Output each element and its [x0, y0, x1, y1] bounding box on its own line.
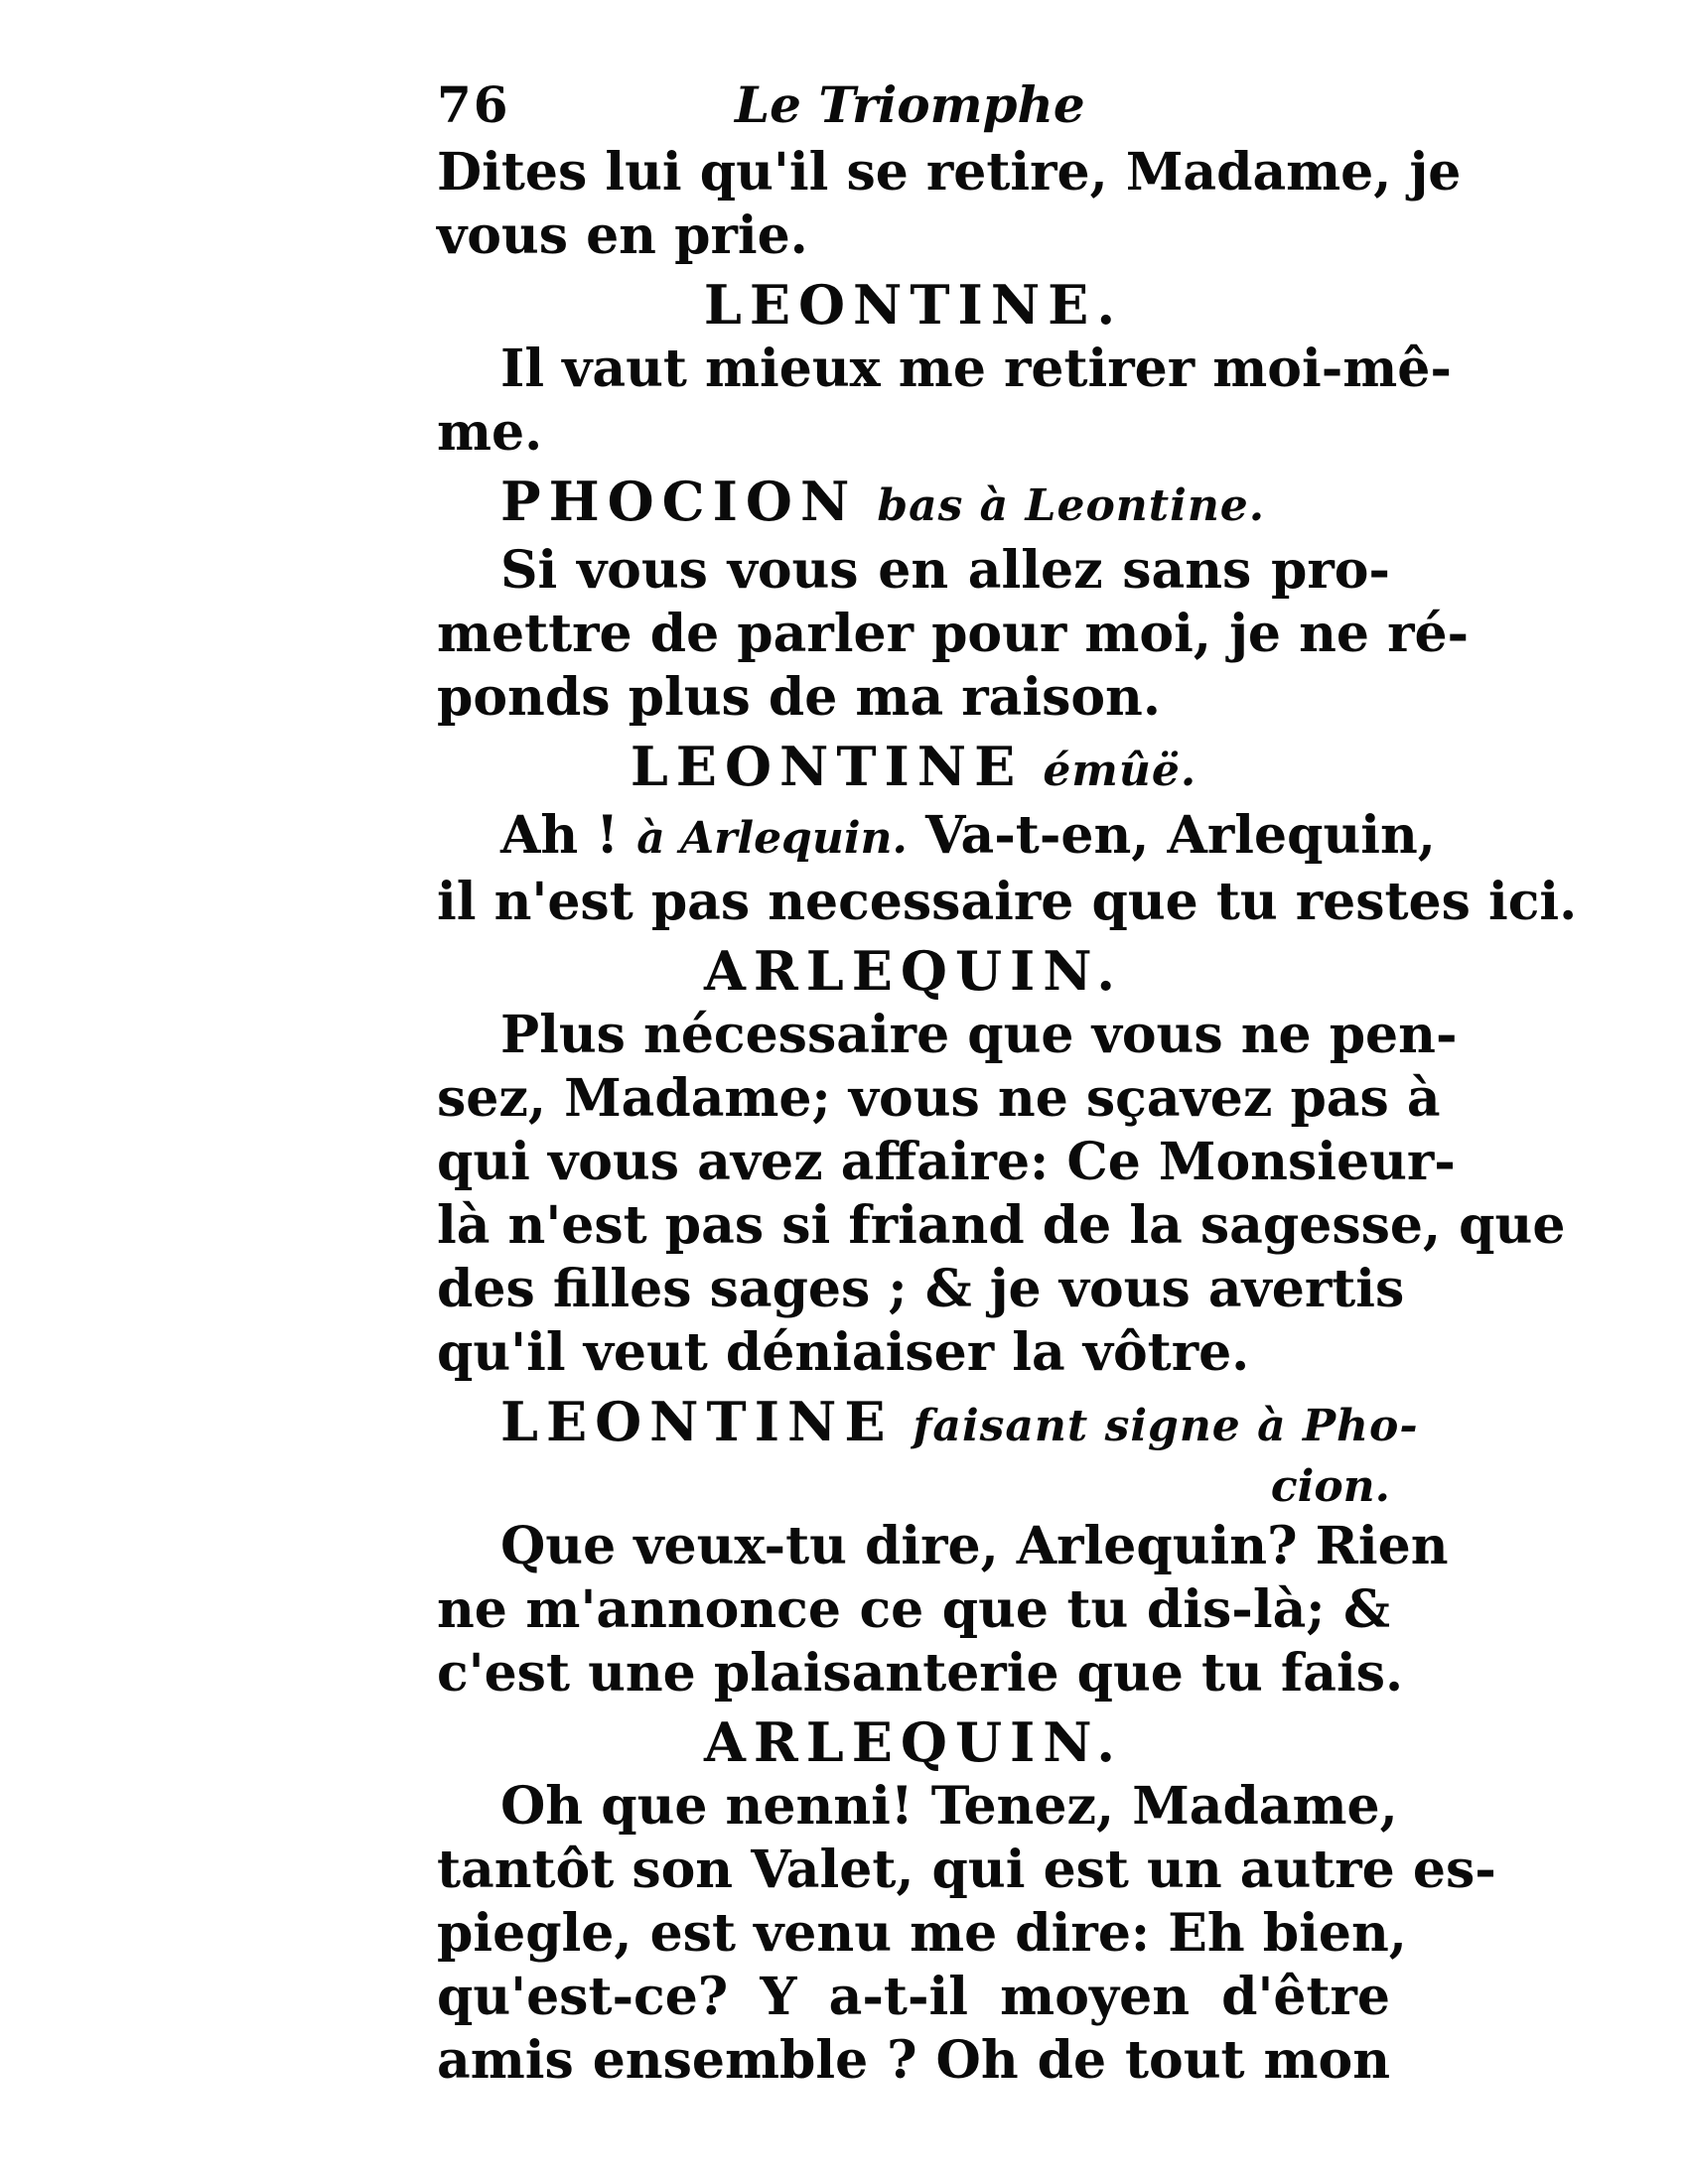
speech-continuation — [437, 141, 1462, 268]
speaker-heading — [437, 734, 1390, 804]
stage-direction: faisant signe à Pho- — [913, 1401, 1419, 1451]
speaker-heading — [437, 1389, 1419, 1459]
speaker-name: LEONTINE — [500, 1390, 894, 1453]
text-line: c'est une plaisanterie que tu fais. — [437, 1643, 1404, 1704]
speaker-heading — [437, 1709, 1390, 1775]
text-fragment: Va-t-en, Arlequin, — [924, 805, 1436, 866]
speaker-heading — [437, 469, 1390, 539]
text-line: Dites lui qu'il se retire, Madame, je — [437, 142, 1462, 203]
text-line — [437, 804, 1436, 871]
text-line: Il vaut mieux me retirer moi-mê- — [500, 339, 1452, 399]
text-line: Que veux-tu dire, Arlequin? Rien — [500, 1516, 1449, 1576]
text-line: tantôt son Valet, qui est un autre es- — [437, 1840, 1496, 1900]
page-number: 76 — [437, 75, 510, 134]
text-line: il n'est pas necessaire que tu restes ici. — [437, 872, 1578, 932]
text-line: amis ensemble ? Oh de tout mon — [437, 2030, 1390, 2091]
book-page — [437, 69, 1578, 2134]
speaker-name: LEONTINE. — [703, 273, 1124, 337]
stage-direction: émûë. — [1043, 746, 1197, 796]
speech — [437, 804, 1578, 934]
speaker-name: LEONTINE — [630, 735, 1024, 798]
page-header — [437, 69, 1390, 141]
text-line: qu'est-ce? Y a-t-il moyen d'être — [437, 1967, 1390, 2027]
speech — [437, 539, 1470, 730]
stage-direction-continuation: cion. — [1270, 1461, 1390, 1512]
speech — [437, 1004, 1566, 1385]
inline-stage-direction: à Arlequin. — [636, 813, 908, 864]
speech — [437, 338, 1452, 465]
text-fragment: Ah ! — [500, 805, 620, 866]
text-line: là n'est pas si friand de la sagesse, que — [437, 1195, 1566, 1256]
text-line: me. — [437, 402, 543, 463]
speaker-name: PHOCION — [500, 470, 858, 533]
text-line: vous en prie. — [437, 205, 808, 266]
text-line: des filles sages ; & je vous avertis — [437, 1259, 1405, 1319]
text-line: qu'il veut déniaiser la vôtre. — [437, 1322, 1250, 1383]
speech — [437, 1775, 1496, 2093]
speaker-heading — [437, 938, 1390, 1004]
text-line: piegle, est venu me dire: Eh bien, — [437, 1903, 1407, 1964]
text-line: qui vous avez affaire: Ce Monsieur- — [437, 1132, 1456, 1192]
text-line: ne m'annonce ce que tu dis-là; & — [437, 1579, 1390, 1640]
text-line: Plus nécessaire que vous ne pen- — [500, 1005, 1458, 1065]
text-line: ponds plus de ma raison. — [437, 667, 1161, 728]
speaker-heading — [437, 272, 1390, 338]
running-title: Le Triomphe — [735, 75, 1085, 134]
text-line: mettre de parler pour moi, je ne ré- — [437, 604, 1470, 664]
text-line: Si vous vous en allez sans pro- — [500, 540, 1390, 601]
stage-direction: bas à Leontine. — [877, 480, 1266, 531]
speech — [437, 1515, 1449, 1706]
text-line: Oh que nenni! Tenez, Madame, — [500, 1776, 1398, 1837]
text-line: sez, Madame; vous ne sçavez pas à — [437, 1068, 1441, 1129]
speaker-name: ARLEQUIN. — [704, 1710, 1123, 1774]
speaker-name: ARLEQUIN. — [704, 939, 1123, 1003]
